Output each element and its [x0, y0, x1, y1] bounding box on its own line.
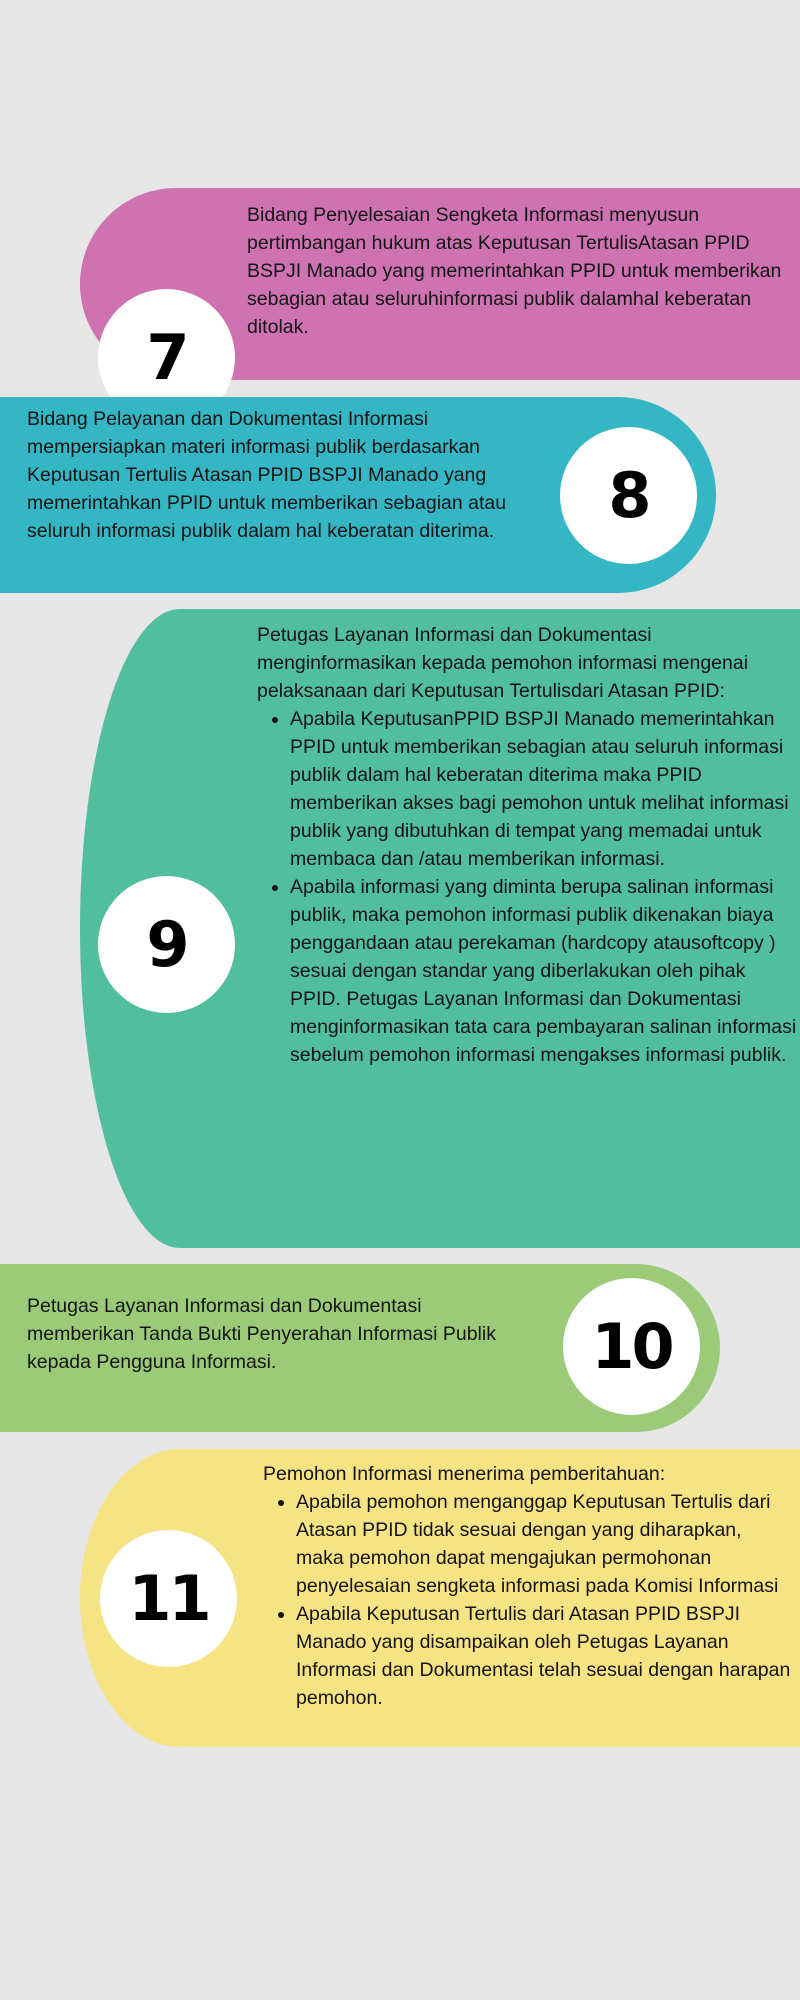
step-11-text — [263, 1460, 793, 1712]
step-8-number-badge — [560, 427, 697, 564]
step-11-bullets — [263, 1488, 793, 1712]
bullet-item: • Apabila KeputusanPPID BSPJI Manado memerintahkan PPID untuk memberikan sebagian atau seluruh informasi publik dalam hal keberatan diterima maka PPID memberikan akses bagi pemohon untuk melihat informasi publik yang dibutuhkan di tempat yang memadai untuk membaca dan /atau memberikan informasi. — [290, 705, 797, 873]
step-9-bullets — [257, 705, 797, 1069]
step-11-paragraph: Pemohon Informasi menerima pemberitahuan: — [263, 1463, 666, 1485]
bullet-item: • Apabila pemohon menganggap Keputusan Tertulis dari Atasan PPID tidak sesuai dengan yang diharapkan, maka pemohon dapat mengajukan permohonan penyelesaian sengketa informasi pada Komisi Informasi — [296, 1488, 793, 1600]
step-7-number: 7 — [146, 321, 187, 394]
step-9-paragraph: Petugas Layanan Informasi dan Dokumentasi menginformasikan kepada pemohon informasi mengenai pelaksanaan dari Keputusan Tertulisdari Atasan PPID: — [257, 624, 749, 702]
step-7-paragraph: Bidang Penyelesaian Sengketa Informasi menyusun pertimbangan hukum atas Keputusan TertulisAtasan PPID BSPJI Manado yang memerintahkan PPID untuk memberikan sebagian atau seluruhinformasi publik dalamhal keberatan ditolak. — [247, 204, 782, 338]
step-9-number-badge — [98, 876, 235, 1013]
step-11-number-badge — [100, 1530, 237, 1667]
step-11-number: 11 — [128, 1562, 209, 1635]
step-7-text — [247, 201, 792, 341]
step-10-text — [27, 1292, 527, 1376]
step-9-number: 9 — [146, 908, 187, 981]
bullet-item: • Apabila Keputusan Tertulis dari Atasan PPID BSPJI Manado yang disampaikan oleh Petugas Layanan Informasi dan Dokumentasi telah sesuai dengan harapan pemohon. — [296, 1600, 793, 1712]
step-9-text — [257, 621, 797, 1069]
step-10-number: 10 — [591, 1310, 672, 1383]
step-8-number: 8 — [608, 459, 649, 532]
step-10-paragraph: Petugas Layanan Informasi dan Dokumentasi memberikan Tanda Bukti Penyerahan Informasi Publik kepada Pengguna Informasi. — [27, 1295, 496, 1373]
step-8-text — [27, 405, 557, 545]
bullet-item: • Apabila informasi yang diminta berupa salinan informasi publik, maka pemohon informasi publik dikenakan biaya penggandaan atau perekaman (hardcopy atausoftcopy ) sesuai dengan standar yang diberlakukan oleh pihak PPID. Petugas Layanan Informasi dan Dokumentasi menginformasikan tata cara pembayaran salinan informasi sebelum pemohon informasi mengakses informasi publik. — [290, 873, 797, 1069]
step-8-paragraph: Bidang Pelayanan dan Dokumentasi Informasi mempersiapkan materi informasi publik berdasarkan Keputusan Tertulis Atasan PPID BSPJI Manado yang memerintahkan PPID untuk memberikan sebagian atau seluruh informasi publik dalam hal keberatan diterima. — [27, 408, 507, 542]
step-10-number-badge — [563, 1278, 700, 1415]
